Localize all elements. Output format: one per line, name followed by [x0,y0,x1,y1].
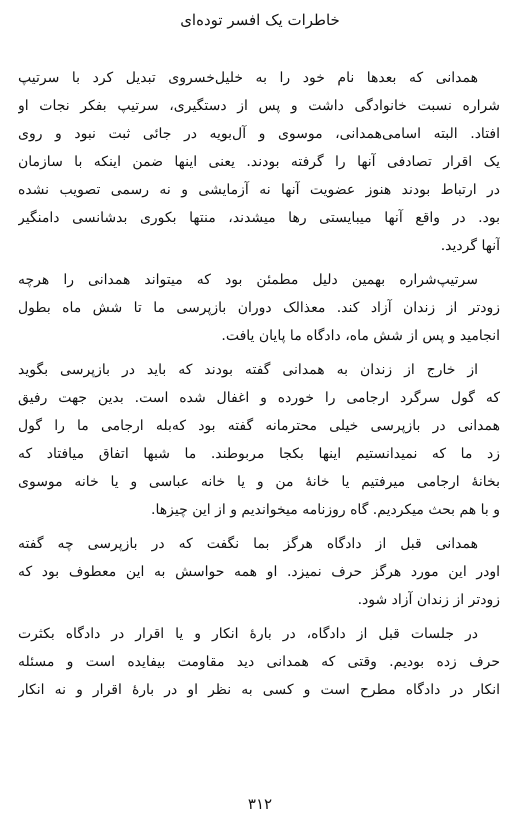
text-line: همدانی قبل از دادگاه هرگز بما نگفت که در بازپرسی چه گفته [18,536,478,552]
paragraph [18,356,500,524]
text-line: افتاد. البته اسامی‌همدانی، موسوی و آل‌بویه در جائی ثبت نبود و روی [18,126,500,142]
text-line: انجامید و پس از شش ماه، دادگاه ما پایان یافت. [221,328,500,344]
paragraph [18,530,500,614]
text-line: همدانی که بعدها نام خود را به خلیل‌خسروی تبدیل کرد با سرتیپ [18,70,478,86]
text-line: زودتر از زندان آزاد کند. معذالک دوران بازپرسی ما تا شش ماه بطول [18,300,500,316]
text-line: سرتیپ‌شراره بهمین دلیل مطمئن بود که میتواند همدانی را هرچه [18,272,478,288]
text-line: زودتر از زندان آزاد شود. [357,592,500,608]
text-line: در جلسات قبل از دادگاه، در بارهٔ انکار و یا اقرار در دادگاه بکثرت [18,626,478,642]
text-line: انکار در دادگاه مطرح است و کسی به نظر او در بارهٔ اقرار و نه انکار [18,682,500,698]
text-line: همدانی در بازپرسی خیلی محترمانه گفته بود که‌بله ارجامی ما را گول [18,418,500,434]
page-number: ۳۱۲ [247,795,273,813]
paragraph [18,64,500,260]
text-line: از خارج از زندان به همدانی گفته بودند که باید در بازپرسی بگوید [18,362,478,378]
text-line: بود. در واقع آنها میبایستی رها میشدند، منتها بکوری بدشانسی دامنگیر [18,210,500,226]
running-header: خاطرات یک افسر توده‌ای [180,11,340,29]
text-line: شراره نسبت خانوادگی داشت و پس از دستگیری، سرتیپ بفکر نجات او [18,98,500,114]
text-line: آنها گردید. [440,238,500,254]
text-line: و با هم بحث میکردیم. گاه روزنامه میخواندیم و از این چیزها. [151,502,500,518]
paragraph [18,266,500,350]
text-line: در ارتباط بودند هنوز عضویت آنها نه آزمایشی و نه رسمی تصویب نشده [18,182,500,198]
text-line: بخانهٔ ارجامی میرفتیم یا خانهٔ من و یا خانه عباسی و یا خانه موسوی [18,474,500,490]
text-line: اودر این مورد هرگز حرف نمیزد. او همه حواسش به این معطوف بود که [18,564,500,580]
body-text [18,64,500,704]
text-line: که گول سرگرد ارجامی را خورده و اغفال شده است. بدین جهت رفیق [18,390,500,406]
text-line: زد ما که نمیدانستیم اینها بکجا مربوطند. ما شبها اتفاق میافتاد که [18,446,500,462]
text-line: حرف زده بودیم. وقتی که همدانی دید مقاومت بیفایده است و مسئله [18,654,500,670]
text-line: یک اقرار تصادفی آنها را گرفته بودند. یعنی اینها ضمن اینکه با سازمان [18,154,500,170]
paragraph [18,620,500,704]
